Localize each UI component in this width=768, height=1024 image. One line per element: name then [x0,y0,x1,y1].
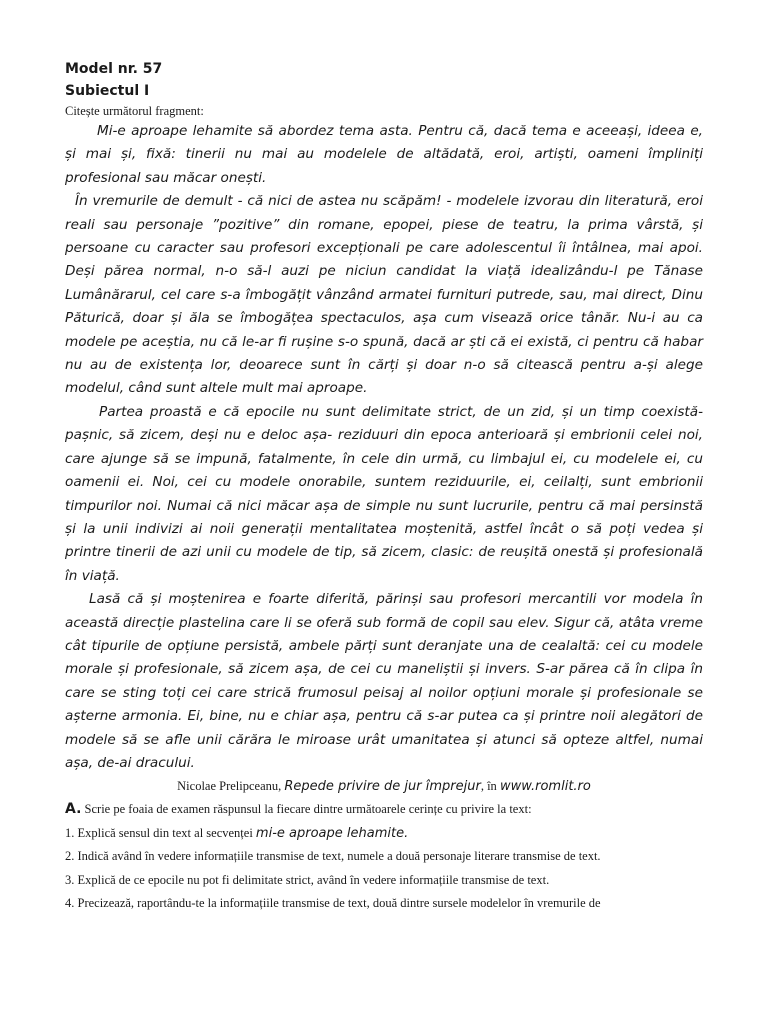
section-a-text: Scrie pe foaia de examen răspunsul la fiecare dintre următoarele cerințe cu privire la text: [81,802,532,817]
source-url: www.romlit.ro [499,779,591,795]
source-in: , în [480,779,497,794]
exam-page [65,58,703,916]
source-title: Repede privire de jur împrejur [284,779,481,795]
section-a-intro [65,798,703,822]
question-1-text: 1. Explică sensul din text al secvenței [65,825,256,840]
question-3: 3. Explică de ce epocile nu pot fi delimitate strict, având în vedere informațiile transmise de text. [65,872,550,887]
question-1-quote: mi-e aproape lehamite. [255,825,409,841]
excerpt-paragraph: Mi-e aproape lehamite să abordez tema asta. Pentru că, dacă tema e aceeași, ideea e, și mai și, fixă: tinerii nu mai au modelele de altădată, eroi, artiști, oameni împliniți profesional sau măcar onești. [65,123,703,186]
source-citation [65,775,703,798]
question-4: 4. Precizează, raportându-te la informațiile transmise de text, două dintre sursele modelelor în vremurile de [65,896,601,911]
question-1 [65,822,703,846]
source-author: Nicolae Prelipceanu, [177,779,282,794]
subject-heading: Subiectul I [65,83,150,99]
excerpt-paragraph: Partea proastă e că epocile nu sunt delimitate strict, de un zid, și un timp coexistă-pașnic, să zicem, deși nu e deloc așa- reziduuri din epoca anterioară și embrionii celei noi, care ajunge să se impună, fatalmente, în cele din urmă, cu limbajul ei, cu modelele ei, cu oamenii ei. Noi, cei cu modele onorabile, suntem reziduurile, ei, ceilalți, sunt embrionii timpurilor noi. Numai că nici măcar așa de simple nu sunt lucrurile, pentru că mai persinstă și la unii indivizi ai noii generații mentalitatea moștenită, astfel încât o să poți vedea și printre tinerii de azi unii cu modele de tip, să zicem, clasic: de reușită onestă și profesională în viață. [65,403,703,584]
question-2: 2. Indică având în vedere informațiile transmise de text, numele a două personaje literare transmise de text. [65,849,601,864]
questions [65,798,703,916]
excerpt-text [65,120,703,775]
section-a-label: A. [65,801,82,818]
model-number: Model nr. 57 [65,61,163,77]
excerpt-paragraph: În vremurile de demult - că nici de astea nu scăpăm! - modelele izvorau din literatură, eroi reali sau personaje ”pozitive” din romane, epopei, piese de teatru, la prima vârstă, și persoane cu caracter sau profesori excepționali pe care adolescentul îi întâlnea, mai apoi. Deși părea normal, n-o să-l auzi pe niciun candidat la viață idealizându-l pe Tănase Lumânărarul, cel care s-a îmbogățit vânzând armatei furnituri putrede, sau, mai direct, Dinu Păturică, doar și ăla se îmbogățea spectaculos, așa cum visează orice tânăr. Nu-i au ca modele pe aceștia, nu că le-ar fi rușine s-o spună, dacă ar ști că ei există, ci pentru că habar nu au de existența lor, deoarece sunt în cărți și doar n-o să citească pentru a-și alege modelul, când sunt altele mult mai aproape. [65,193,703,397]
reading-instruction: Citește următorul fragment: [65,104,204,118]
excerpt-paragraph: Lasă că și moștenirea e foarte diferită, părinși sau profesori mercantili vor modela în această direcție plastelina care li se oferă sub formă de copil sau elev. Sigur că, atâta vreme cât tipurile de opțiune persistă, ambele părți sunt deranjate una de cealaltă: cei cu modele morale și profesionale, să zicem așa, de cei cu maneliștii și invers. S-ar părea că în clipa în care se sting toți cei care strică frumosul peisaj al noilor opțiuni morale și profesionale se așterne armonia. Ei, bine, nu e chiar așa, pentru că s-ar putea ca și printre noii alegători de modele să se afle unii cărăra le miroase urât umanitatea și atunci să opteze altfel, numai așa, de-ai dracului. [65,591,703,771]
